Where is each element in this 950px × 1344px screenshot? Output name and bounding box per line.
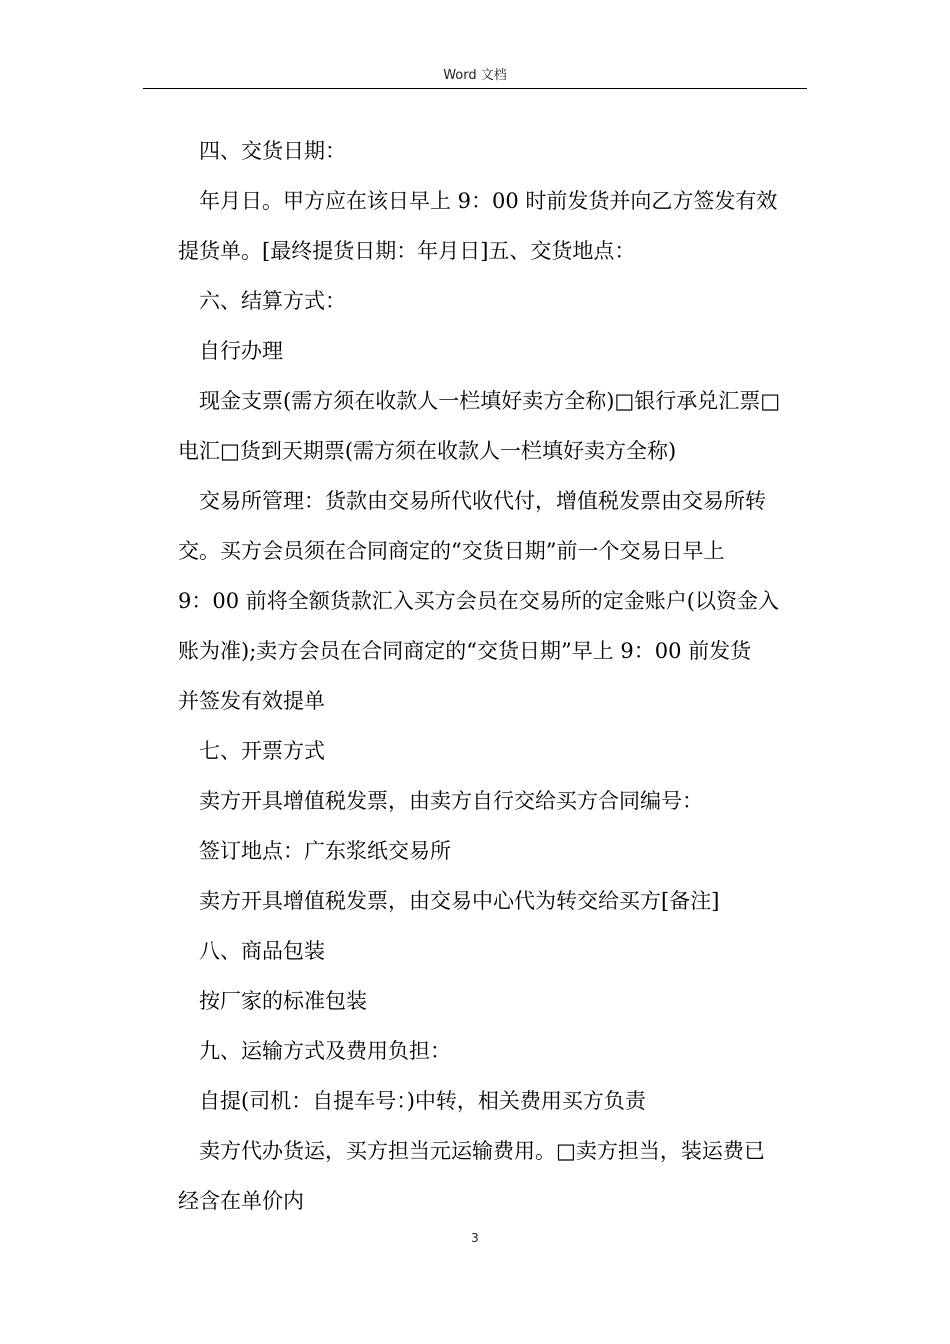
- paragraph-line: 自行办理: [199, 339, 283, 363]
- paragraph-line: 电汇□货到天期票(需方须在收款人一栏填好卖方全称): [178, 439, 677, 463]
- paragraph-line: 并签发有效提单: [178, 689, 325, 713]
- page-number: 3: [471, 1231, 479, 1245]
- page-header-title: Word 文档: [443, 68, 507, 83]
- paragraph-line: 签订地点：广东浆纸交易所: [199, 839, 451, 863]
- document-body: [178, 126, 808, 1226]
- paragraph-line: 9：00 前将全额货款汇入买方会员在交易所的定金账户(以资金入: [178, 589, 779, 613]
- paragraph-line: 卖方开具增值税发票，由卖方自行交给买方合同编号：: [199, 789, 703, 813]
- paragraph-line: 按厂家的标准包装: [199, 989, 367, 1013]
- section-heading-delivery-date: 四、交货日期：: [199, 139, 346, 163]
- paragraph-line: 卖方开具增值税发票，由交易中心代为转交给买方[备注]: [199, 889, 720, 913]
- paragraph-line: 提货单。[最终提货日期：年月日]五、交货地点：: [178, 239, 636, 263]
- section-heading-packaging: 八、商品包装: [199, 939, 325, 963]
- paragraph-line: 自提(司机：自提车号：)中转，相关费用买方负责: [199, 1089, 646, 1113]
- paragraph-line: 卖方代办货运，买方担当元运输费用。□卖方担当，装运费已: [199, 1139, 765, 1163]
- section-heading-transport: 九、运输方式及费用负担：: [199, 1039, 451, 1063]
- paragraph-line: 账为准);卖方会员在合同商定的“交货日期”早上 9：00 前发货: [178, 639, 752, 663]
- header-divider: [143, 88, 807, 89]
- paragraph-line: 交易所管理：货款由交易所代收代付，增值税发票由交易所转: [199, 489, 766, 513]
- paragraph-line: 现金支票(需方须在收款人一栏填好卖方全称)□银行承兑汇票□: [199, 389, 781, 413]
- paragraph-line: 交。买方会员须在合同商定的“交货日期”前一个交易日早上: [178, 539, 725, 563]
- section-heading-settlement: 六、结算方式：: [199, 289, 346, 313]
- section-heading-invoicing: 七、开票方式: [199, 739, 325, 763]
- paragraph-line: 年月日。甲方应在该日早上 9：00 时前发货并向乙方签发有效: [199, 189, 778, 213]
- paragraph-line: 经含在单价内: [178, 1189, 304, 1213]
